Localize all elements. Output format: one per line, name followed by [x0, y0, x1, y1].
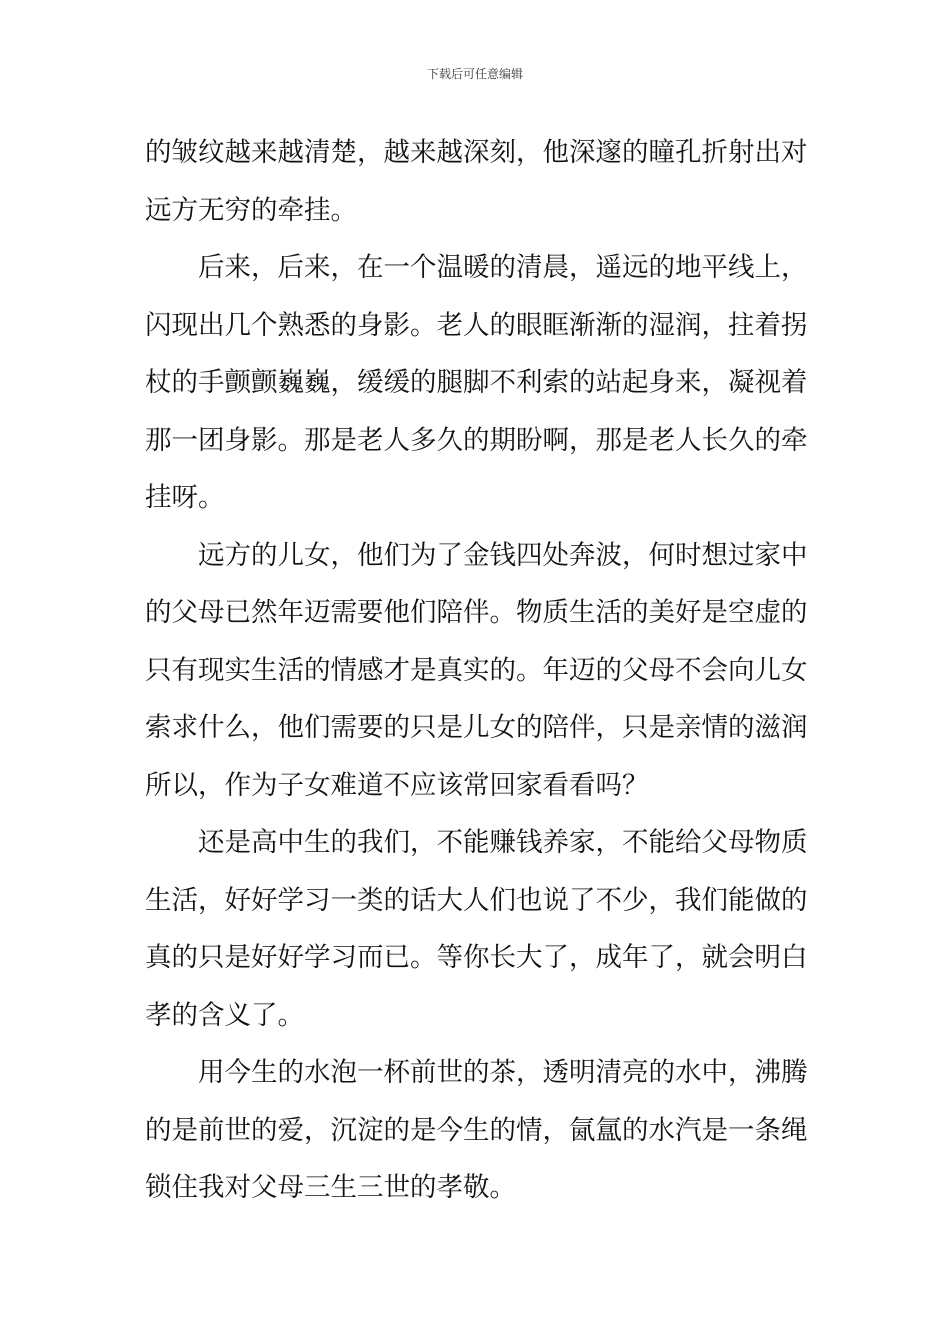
- text-line: 闪现出几个熟悉的身影。老人的眼眶渐渐的湿润，拄着拐: [145, 309, 808, 341]
- text-line: 那一团身影。那是老人多久的期盼啊，那是老人长久的牵: [145, 424, 808, 456]
- text-line: 索求什么，他们需要的只是儿女的陪伴，只是亲情的滋润: [145, 712, 808, 743]
- paragraph-start-line: 后来，后来，在一个温暖的清晨，遥远的地平线上，: [198, 252, 808, 283]
- text-line: 的皱纹越来越清楚，越来越深刻，他深邃的瞳孔折射出对: [145, 137, 808, 168]
- text-line: 锁住我对父母三生三世的孝敬。: [145, 1172, 516, 1203]
- text-line: 所以，作为子女难道不应该常回家看看吗？: [145, 769, 649, 801]
- text-line: 的是前世的爱，沉淀的是今生的情，氤氲的水汽是一条绳: [145, 1114, 808, 1146]
- page-header: 下载后可任意编辑: [426, 67, 523, 81]
- paragraph-start-line: 用今生的水泡一杯前世的茶，透明清亮的水中，沸腾: [198, 1057, 808, 1088]
- text-line: 生活，好好学习一类的话大人们也说了不少，我们能做的: [145, 884, 808, 916]
- essay-body: [145, 128, 808, 1221]
- text-line: 远方无穷的牵挂。: [145, 194, 357, 226]
- text-line: 只有现实生活的情感才是真实的。年迈的父母不会向儿女: [145, 654, 808, 686]
- text-line: 真的只是好好学习而已。等你长大了，成年了，就会明白: [145, 942, 808, 973]
- text-line: 杖的手颤颤巍巍，缓缓的腿脚不利索的站起身来，凝视着: [145, 367, 808, 398]
- text-line: 孝的含义了。: [145, 999, 304, 1031]
- text-line: 挂呀。: [145, 482, 225, 513]
- text-line: 的父母已然年迈需要他们陪伴。物质生活的美好是空虚的: [145, 597, 808, 628]
- paragraph-start-line: 远方的儿女，他们为了金钱四处奔波，何时想过家中: [198, 539, 808, 571]
- paragraph-start-line: 还是高中生的我们，不能赚钱养家，不能给父母物质: [198, 827, 808, 858]
